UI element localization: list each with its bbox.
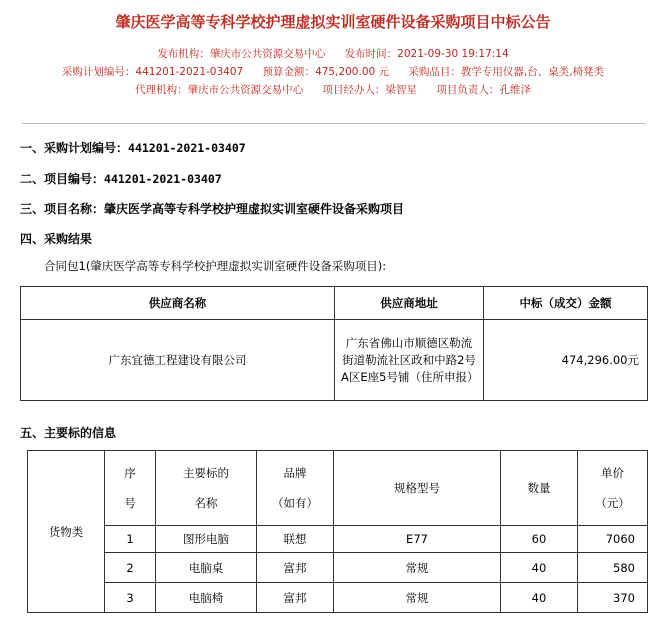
header-brand: [257, 451, 334, 526]
spec-cell: 常规: [334, 583, 501, 613]
section-value: 441201-2021-03407: [128, 141, 246, 155]
header-text: （如有）: [272, 496, 318, 510]
price-cell: 370: [578, 583, 648, 613]
header-item-name: [156, 451, 257, 526]
header-text: 序: [124, 466, 136, 480]
item-name-cell: 电脑桌: [156, 553, 257, 583]
meta-line-2: [0, 64, 666, 79]
goods-table: [27, 450, 648, 613]
meta-label: 采购品目：: [408, 66, 461, 78]
qty-cell: 60: [501, 526, 578, 553]
qty-cell: 40: [501, 583, 578, 613]
header-text: 单价: [601, 466, 624, 480]
section-3-heading: [20, 200, 404, 217]
meta-label: 发布机构：: [157, 48, 210, 60]
meta-value: 肇庆市公共资源交易中心: [187, 84, 304, 96]
section-label: 三、项目名称：: [20, 202, 105, 216]
brand-cell: 联想: [257, 526, 334, 553]
meta-label: 代理机构：: [135, 84, 188, 96]
header-text: 品牌: [283, 466, 307, 480]
meta-value: 475,200.00 元: [315, 66, 390, 78]
meta-value: 梁智星: [385, 84, 417, 96]
brand-cell: 富邦: [257, 583, 334, 613]
price-cell: 7060: [578, 526, 648, 553]
item-name-cell: 电脑椅: [156, 583, 257, 613]
seq-cell: 2: [105, 553, 156, 583]
meta-label: 发布时间：: [344, 48, 398, 60]
divider: [22, 123, 646, 124]
meta-value: 441201-2021-03407: [135, 66, 244, 78]
seq-cell: 1: [105, 526, 156, 553]
table-row: [28, 583, 648, 613]
section-4-heading: 四、采购结果: [20, 232, 93, 246]
meta-value: 肇庆市公共资源交易中心: [209, 48, 326, 60]
brand-cell: 富邦: [257, 553, 334, 583]
table-row: [28, 526, 648, 553]
meta-line-3: [0, 82, 666, 97]
header-text: 名称: [194, 496, 218, 510]
meta-label: 项目经办人：: [322, 84, 386, 96]
header-bid-amount: 中标（成交）金额: [484, 287, 648, 320]
meta-line-1: [0, 46, 666, 61]
page-title: 肇庆医学高等专科学校护理虚拟实训室硬件设备采购项目中标公告: [115, 13, 551, 31]
price-cell: 580: [578, 553, 648, 583]
meta-value: 孔维泽: [499, 84, 531, 96]
header-spec: 规格型号: [334, 451, 501, 526]
spec-cell: E77: [334, 526, 501, 553]
header-text: 主要标的: [183, 466, 229, 480]
contract-package-text: 合同包1(肇庆医学高等专科学校护理虚拟实训室硬件设备采购项目):: [44, 259, 387, 273]
section-label: 一、采购计划编号：: [20, 141, 129, 155]
meta-value: 教学专用仪器,台、桌类,椅凳类: [460, 66, 605, 78]
header-seq: [105, 451, 156, 526]
item-name-cell: 图形电脑: [156, 526, 257, 553]
bid-amount-cell: 474,296.00元: [484, 320, 648, 401]
supplier-name-cell: 广东宜德工程建设有限公司: [21, 320, 335, 401]
supplier-address-cell: 广东省佛山市顺德区勒流街道勒流社区政和中路2号A区E座5号铺（住所申报）: [335, 320, 484, 401]
section-value: 441201-2021-03407: [104, 172, 222, 186]
header-supplier-name: 供应商名称: [21, 287, 335, 320]
meta-label: 采购计划编号：: [61, 66, 136, 78]
section-label: 二、项目编号：: [20, 172, 105, 186]
header-text: 号: [124, 496, 136, 510]
header-qty: 数量: [501, 451, 578, 526]
meta-value: 2021-09-30 19:17:14: [397, 48, 509, 60]
meta-label: 项目负责人：: [436, 84, 500, 96]
qty-cell: 40: [501, 553, 578, 583]
category-cell: 货物类: [28, 451, 105, 613]
meta-label: 预算金额：: [262, 66, 316, 78]
seq-cell: 3: [105, 583, 156, 613]
result-table: [20, 286, 648, 401]
header-supplier-address: 供应商地址: [335, 287, 484, 320]
section-1-heading: [20, 139, 246, 156]
section-value: 肇庆医学高等专科学校护理虚拟实训室硬件设备采购项目: [104, 202, 405, 216]
header-text: （元）: [595, 496, 630, 510]
spec-cell: 常规: [334, 553, 501, 583]
header-unit-price: [578, 451, 648, 526]
section-5-heading: 五、主要标的信息: [20, 426, 117, 440]
table-row: [28, 553, 648, 583]
section-2-heading: [20, 170, 222, 187]
